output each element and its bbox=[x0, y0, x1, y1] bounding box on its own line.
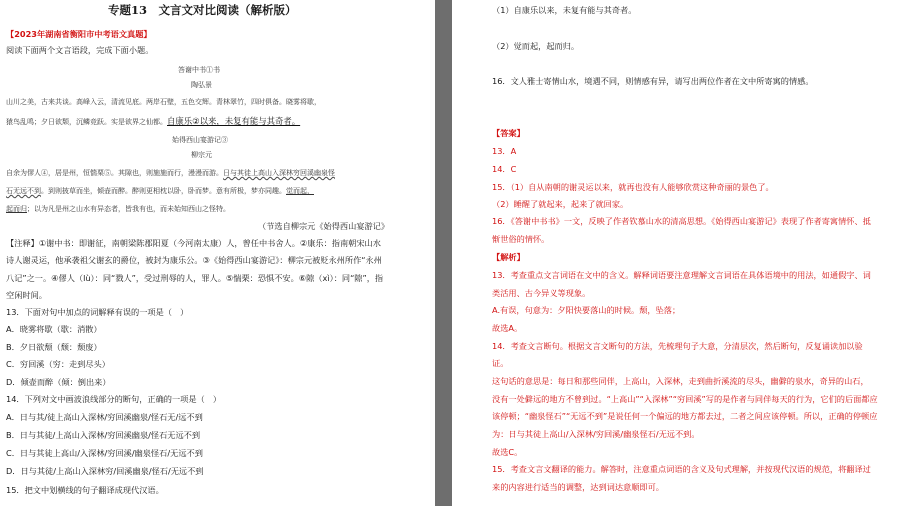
text1-line: 山川之美，古来共谈。高峰入云，清流见底。两岸石壁，五色交辉。青林翠竹，四时俱备。晓雾将歇， bbox=[6, 98, 321, 106]
text2-citation: （节选自柳宗元《始得西山宴游记》 bbox=[258, 221, 390, 231]
analysis-13: 故选A。 bbox=[492, 323, 523, 333]
text2-author: 柳宗元 bbox=[191, 151, 212, 159]
analysis-14: 为：日与其徒上高山/入深林/穷回溪/幽泉怪石/无远不到。 bbox=[492, 429, 700, 439]
answer-16: 惭世俗的情怀。 bbox=[492, 234, 550, 244]
answer-14: 14．C bbox=[492, 164, 517, 174]
annotation-line: 诗人谢灵运，他承袭祖父谢玄的爵位，被封为康乐公。③《始得西山宴游记》：柳宗元被贬永州所作“永州 bbox=[6, 255, 382, 265]
text1-line bbox=[6, 116, 300, 128]
analysis-14: 故选C。 bbox=[492, 447, 523, 457]
annotation-line: 空闲时间。 bbox=[6, 290, 47, 300]
answer-16: 16．《答谢中书书》一文，反映了作者钦慕山水的清高思想。《始得西山宴游记》表现了作者寄寓情怀、抵 bbox=[492, 216, 871, 226]
question-14: 14．下列对文中画波浪线部分的断句，正确的一项是（ ） bbox=[6, 394, 222, 404]
answer-header: 【答案】 bbox=[492, 128, 525, 138]
answer-13: 13．A bbox=[492, 146, 517, 156]
option-14-a: A．日与其/徒上高山入深林/穷回溪幽泉/怪石无/远不到 bbox=[6, 412, 203, 422]
option-13-b: B．夕日欲颓（颓：颓废） bbox=[6, 342, 102, 352]
question-15: 15．把文中划横线的句子翻译成现代汉语。 bbox=[6, 485, 164, 495]
question-15-item-1: （1）自康乐以来，未复有能与其奇者。 bbox=[492, 5, 637, 15]
document-page-left bbox=[0, 0, 435, 506]
question-13: 13．下面对句中加点的词解释有误的一项是（ ） bbox=[6, 307, 189, 317]
analysis-13: 类活用、古今异义等现象。 bbox=[492, 288, 591, 298]
page-title: 专题13 文言文对比阅读（解析版） bbox=[108, 3, 297, 17]
option-14-c: C．日与其徒上高山/入深林/穷回溪/幽泉怪石/无远不到 bbox=[6, 448, 203, 458]
wavy-underlined-segment: 石无远不到 bbox=[6, 187, 41, 195]
text2-segment: 。到则披草而坐，倾壶而醉。醉则更相枕以卧，卧而梦。意有所极，梦亦同趣。 bbox=[41, 187, 286, 195]
analysis-15: 来的内容进行适当的调整，达到词达意顺即可。 bbox=[492, 482, 664, 492]
underlined-sentence-2: 起而归 bbox=[6, 205, 27, 213]
analysis-14: 这句话的意思是：每日和那些同伴，上高山，入深林，走到曲折溪流的尽头，幽僻的泉水，奇异的山石， bbox=[492, 376, 869, 386]
text2-line bbox=[6, 186, 314, 197]
analysis-14: 没有一处僻远的地方不曾到过。“上高山”“入深林”“穷回溪”写的是作者与同伴每天的行为，它们的后面都应 bbox=[492, 394, 878, 404]
text2-segment: ；以为凡是州之山水有异态者，皆我有也，而未始知西山之怪特。 bbox=[27, 205, 230, 213]
text1-author: 陶弘景 bbox=[191, 81, 212, 89]
answer-15-2: （2）睡醒了就起来，起来了就回家。 bbox=[492, 199, 629, 209]
analysis-13: 13．考查重点文言词语在文中的含义。解释词语要注意理解文言词语在具体语境中的用法，如通假字、词 bbox=[492, 270, 871, 280]
text2-line bbox=[6, 168, 335, 179]
analysis-14: 14．考查文言断句。根据文言文断句的方法，先梳理句子大意，分清层次，然后断句，反复诵读加以验 bbox=[492, 341, 863, 351]
text2-title: 始得西山宴游记③ bbox=[172, 136, 228, 144]
text1-title: 答谢中书①书 bbox=[178, 66, 220, 74]
text2-line bbox=[6, 204, 230, 215]
instruction: 阅读下面两个文言语段，完成下面小题。 bbox=[6, 45, 154, 55]
analysis-header: 【解析】 bbox=[492, 252, 525, 262]
option-14-d: D．日与其徒/上高山入深林穷/回溪幽泉/怪石/无远不到 bbox=[6, 466, 204, 476]
wavy-underlined-segment: 日与其徒上高山入深林穷回溪幽泉怪 bbox=[223, 169, 335, 177]
exam-source: 【2023年湖南省衡阳市中考语文真题】 bbox=[6, 29, 152, 39]
text2-segment: 自余为僇人④，居是州，恒惴栗⑤。其隙也，则施施而行，漫漫而游。 bbox=[6, 169, 223, 177]
question-15-item-2: （2）觉而起，起而归。 bbox=[492, 41, 580, 51]
option-13-c: C．穷回溪（穷：走到尽头） bbox=[6, 359, 110, 369]
option-14-b: B．日与其徒/上高山入深林/穷回溪幽泉/怪石无远不到 bbox=[6, 430, 201, 440]
document-page-right bbox=[452, 0, 900, 506]
analysis-14: 该停顿；“幽泉怪石”“无远不到”是说任何一个偏远的地方都去过，二者之间应该停顿。所以，正确的停顿应 bbox=[492, 411, 878, 421]
answer-15-1: 15．（1）自从南朝的谢灵运以来，就再也没有人能够欣赏这种奇丽的景色了。 bbox=[492, 182, 774, 192]
underlined-sentence-2: 觉而起， bbox=[286, 187, 314, 195]
text1-segment: 猿鸟乱鸣；夕日欲颓，沉鳞竞跃。实是欲界之仙都。 bbox=[6, 118, 167, 126]
question-16: 16．文人雅士寄情山水，境遇不同，则情感有异，请写出两位作者在文中所寄寓的情感。 bbox=[492, 76, 814, 86]
analysis-14: 证。 bbox=[492, 358, 509, 368]
analysis-15: 15．考查文言文翻译的能力。解答时，注意重点词语的含义及句式理解，并按现代汉语的规范，将翻译过 bbox=[492, 464, 871, 474]
annotation-line: 【注释】①谢中书：即谢征，南朝梁陈郡阳夏（今河南太康）人，曾任中书舍人。②康乐：指南朝宋山水 bbox=[6, 238, 381, 248]
option-13-a: A．晓雾将歇（歇：消散） bbox=[6, 324, 102, 334]
analysis-13: A.有误，句意为：夕阳快要落山的时候。颓，坠落； bbox=[492, 305, 681, 315]
annotation-line: 八记”之一。④僇人（lù）：同“戮人”，受过刑辱的人，罪人。⑤惴栗：恐惧不安。⑥隙（xì）：同“隙”，指 bbox=[6, 273, 384, 283]
option-13-d: D．倾壶而醉（倾：倒出来） bbox=[6, 377, 111, 387]
underlined-sentence-1: 自康乐②以来，未复有能与其奇者。 bbox=[167, 116, 301, 126]
